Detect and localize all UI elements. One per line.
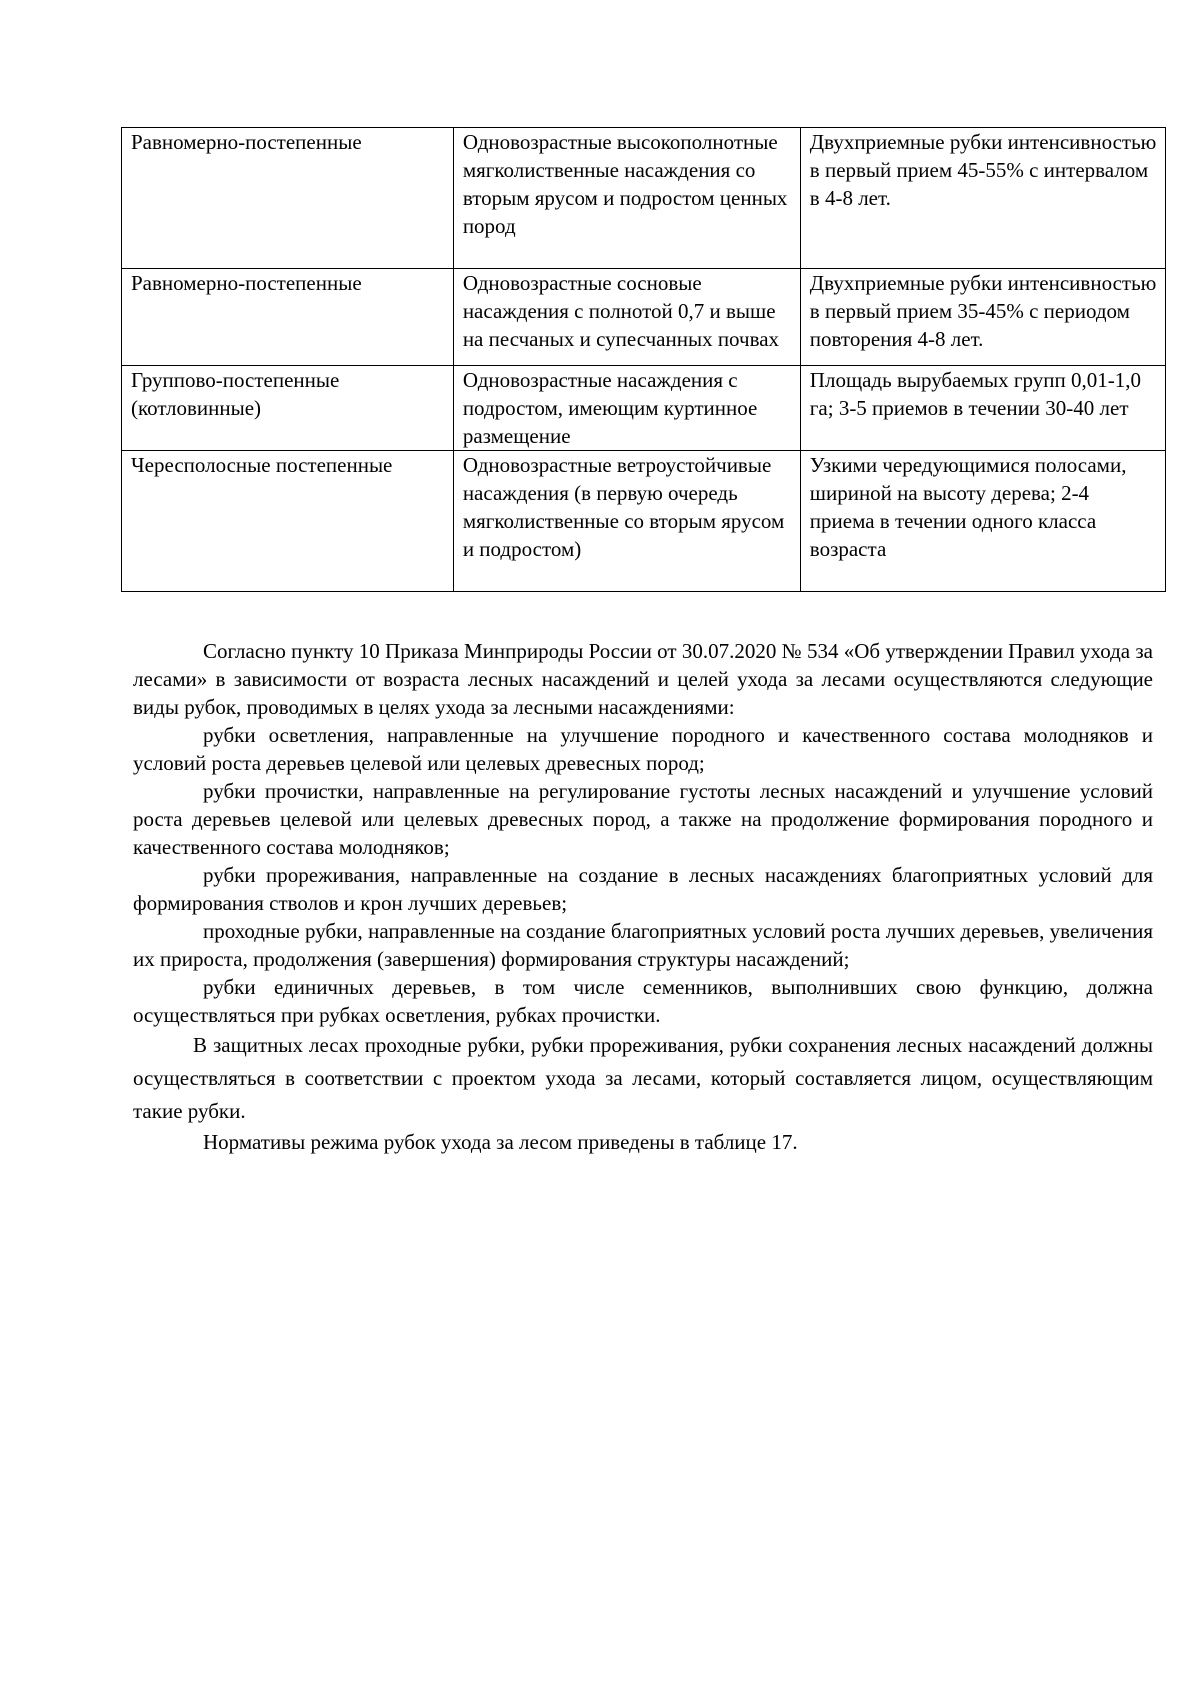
table-row (122, 128, 1166, 269)
notes-cell: Двухприемные рубки интенсивностью в первый прием 45-55% с интервалом в 4-8 лет. (800, 128, 1165, 269)
intro-paragraph: Согласно пункту 10 Приказа Минприроды России от 30.07.2020 № 534 «Об утверждении Правил ухода за лесами» в зависимости от возраста лесных насаждений и целей ухода за лесами осуществляются следующие виды рубок, проводимых в целях ухода за лесными насаждениями: (133, 639, 1153, 719)
list-item: проходные рубки, направленные на создание благоприятных условий роста лучших деревьев, увеличения их прироста, продолжения (завершения) формирования структуры насаждений; (133, 919, 1153, 971)
stands-cell: Одновозрастные насаждения с подростом, имеющим куртинное размещение (453, 366, 800, 451)
notes-cell: Двухприемные рубки интенсивностью в первый прием 35-45% с периодом повторения 4-8 лет. (800, 269, 1165, 366)
table-row (122, 269, 1166, 366)
body-text (133, 637, 1153, 1156)
list-item: рубки осветления, направленные на улучшение породного и качественного состава молодняков и условий роста деревьев целевой или целевых древесных пород; (133, 723, 1153, 775)
method-cell: Равномерно-постепенные (122, 128, 454, 269)
method-cell: Чересполосные постепенные (122, 451, 454, 592)
protective-forests-paragraph: В защитных лесах проходные рубки, рубки прореживания, рубки сохранения лесных насаждений должны осуществляться в соответствии с проектом ухода за лесами, который составляется лицом, осуществляющим такие рубки. (133, 1033, 1153, 1123)
list-item: рубки единичных деревьев, в том числе семенников, выполнивших свою функцию, должна осуществляться при рубках осветления, рубках прочистки. (133, 975, 1153, 1027)
stands-cell: Одновозрастные высокополнотные мягколиственные насаждения со вторым ярусом и подростом ценных пород (453, 128, 800, 269)
notes-cell: Узкими чередующимися полосами, шириной на высоту дерева; 2-4 приема в течении одного класса возраста (800, 451, 1165, 592)
method-cell: Равномерно-постепенные (122, 269, 454, 366)
table-row (122, 451, 1166, 592)
stands-cell: Одновозрастные ветроустойчивые насаждения (в первую очередь мягколиственные со вторым ярусом и подростом) (453, 451, 800, 592)
list-item: рубки прочистки, направленные на регулирование густоты лесных насаждений и улучшение условий роста деревьев целевой или целевых древесных пород, а также на продолжение формирования породного и качественного состава молодняков; (133, 779, 1153, 859)
table-row (122, 366, 1166, 451)
list-item: рубки прореживания, направленные на создание в лесных насаждениях благоприятных условий для формирования стволов и крон лучших деревьев; (133, 863, 1153, 915)
closing-paragraph: Нормативы режима рубок ухода за лесом приведены в таблице 17. (203, 1130, 798, 1154)
stands-cell: Одновозрастные сосновые насаждения с полнотой 0,7 и выше на песчаных и супесчанных почвах (453, 269, 800, 366)
cutting-methods-table (121, 127, 1166, 592)
method-cell: Группово-постепенные (котловинные) (122, 366, 454, 451)
notes-cell: Площадь вырубаемых групп 0,01-1,0 га; 3-5 приемов в течении 30-40 лет (800, 366, 1165, 451)
